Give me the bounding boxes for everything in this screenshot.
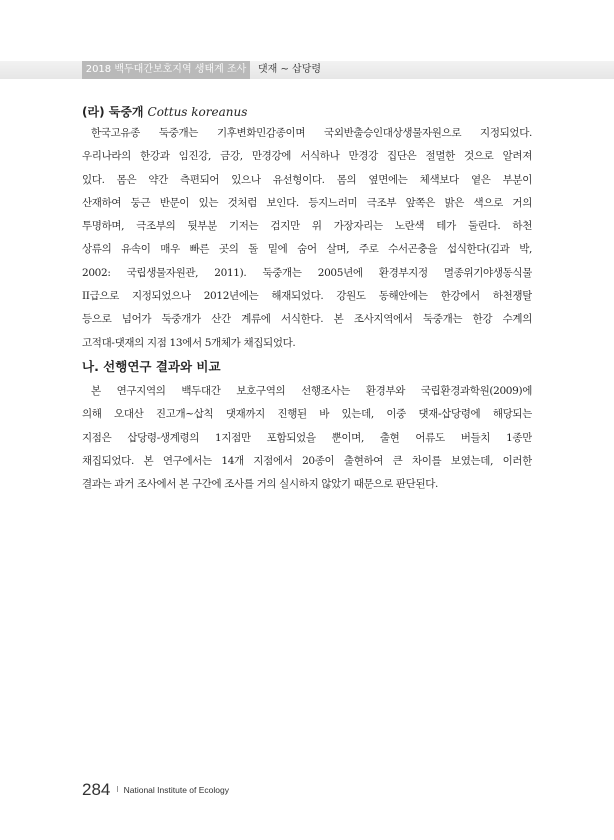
comparison-paragraph	[82, 380, 532, 496]
section-range-label: 댓재 ~ 삽당령	[258, 64, 322, 75]
section-heading: 나. 선행연구 결과와 비교	[82, 359, 221, 374]
paragraph-line: 있다. 몸은 약간 측편되어 있으나 유선형이다. 몸의 옆면에는 체색보다 옅은 부분이	[82, 173, 532, 186]
paragraph-line: 한국고유종 둑중개는 기후변화민감종이며 국외반출승인대상생물자원으로 지정되었다.	[91, 127, 532, 139]
paragraph-line: 고적대-댓재의 지점 13에서 5개체가 채집되었다.	[82, 336, 296, 349]
species-scientific-name: Cottus koreanus	[147, 105, 248, 119]
paragraph-line: 산재하여 둥근 반문이 있는 것처럼 보인다. 등지느러미 극조부 앞쪽은 밝은 색으로 거의	[82, 196, 532, 209]
report-title-tab: 2018 백두대간보호지역 생태계 조사	[82, 61, 250, 79]
paragraph-line: 본 연구지역의 백두대간 보호구역의 선행조사는 환경부와 국립환경과학원(2009)에	[91, 385, 532, 397]
paragraph-line: II급으로 지정되었으나 2012년에는 해재되었다. 강원도 동해안에는 한강에서 하천쟁탈	[82, 290, 532, 303]
paragraph-line: 우리나라의 한강과 임진강, 금강, 만경강에 서식하나 만경강 집단은 절멸한 것으로 알려져	[82, 150, 532, 163]
paragraph-line: 의해 오대산 진고개~삽칙 댓재까지 진행된 바 있는데, 이중 댓재-삽당령에 해당되는	[82, 408, 532, 421]
page-number: 284	[82, 780, 111, 799]
paragraph-line: 상류의 유속이 매우 빠른 곳의 돌 밑에 숨어 살며, 주로 수서곤충을 섭식한다(김과 박,	[82, 243, 532, 256]
paragraph-line: 2002: 국립생물자원관, 2011). 둑중개는 2005년에 환경부지정 멸종위기야생동식물	[82, 266, 532, 279]
species-heading	[82, 104, 542, 120]
footer-separator: I	[116, 785, 119, 794]
paragraph-line: 등으로 넘어가 둑중개가 산간 계류에 서식한다. 본 조사지역에서 둑중개는 한강 수계의	[82, 313, 532, 326]
species-paragraph	[82, 122, 532, 355]
paragraph-line: 투명하며, 극조부의 뒷부분 기저는 검지만 위 가장자리는 노란색 테가 둘린다. 하천	[82, 220, 532, 233]
running-header	[0, 61, 614, 79]
institution-name: National Institute of Ecology	[123, 785, 229, 795]
page-footer	[82, 778, 229, 802]
species-heading-korean: (라) 둑중개	[82, 105, 144, 119]
paragraph-line: 지점은 삽당령-생계령의 1지점만 포함되었을 뿐이며, 출현 어류도 버들치 1종만	[82, 431, 532, 444]
paragraph-line: 채집되었다. 본 연구에서는 14개 지점에서 20종이 출현하여 큰 차이를 보였는데, 이러한	[82, 454, 532, 467]
paragraph-line: 결과는 과거 조사에서 본 구간에 조사를 거의 실시하지 않았기 때문으로 판단된다.	[82, 478, 439, 491]
